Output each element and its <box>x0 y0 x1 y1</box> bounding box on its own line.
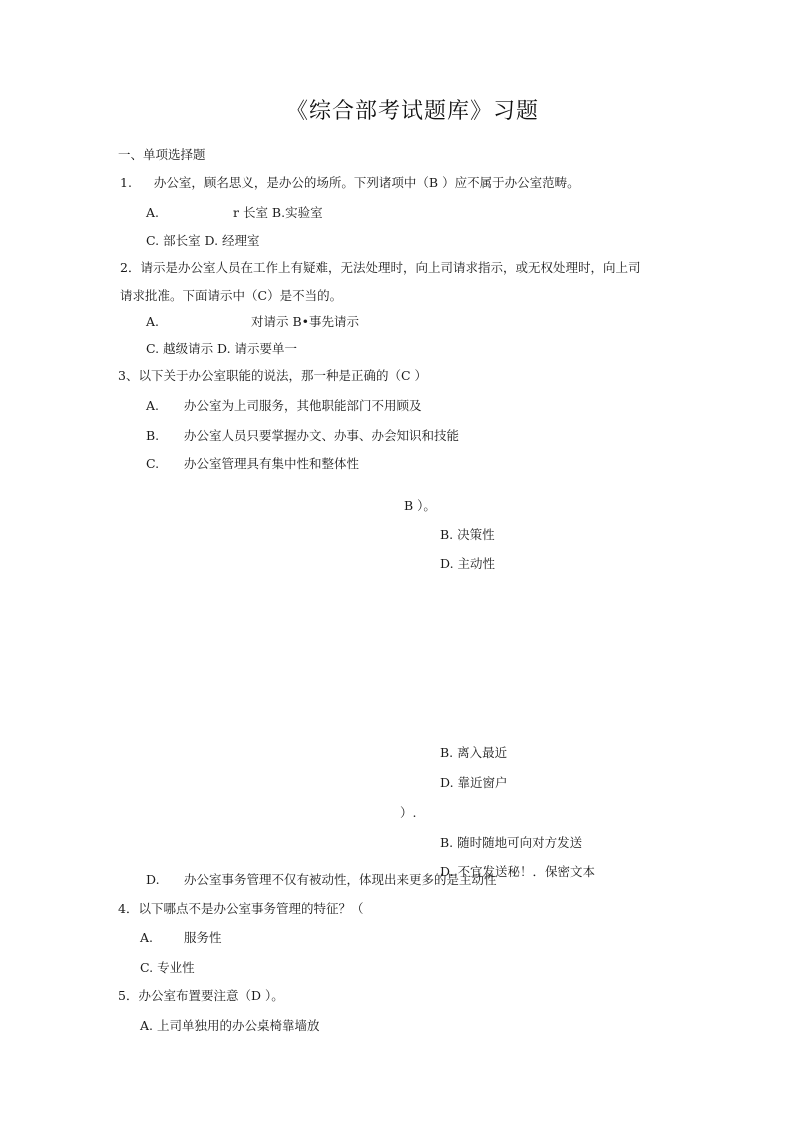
option-label: A. <box>146 398 160 413</box>
question-5-option-a: A. 上司单独用的办公桌椅靠墙放 <box>140 1018 320 1033</box>
fragment-answer-b: B ）。 <box>404 498 436 513</box>
question-1-option-c-d: C. 部长室 D. 经理室 <box>146 233 260 248</box>
option-text: 办公室为上司服务，其他职能部门不用顾及 <box>184 398 422 413</box>
question-4-text: 4．以下哪点不是办公室事务管理的特征？（ <box>118 901 364 916</box>
question-3-option-d <box>146 874 497 887</box>
question-2-option-c-d: C. 越级请示 D. 请示要单一 <box>146 341 298 356</box>
question-3-option-b <box>146 430 459 443</box>
question-2-line-2: 请求批准。下面请示中（C）是不当的。 <box>120 288 343 303</box>
question-1 <box>120 177 580 190</box>
option-label: B. <box>146 428 160 443</box>
question-1-number: 1. <box>120 175 132 190</box>
section-heading: 一、单项选择题 <box>118 147 206 162</box>
fragment-option-d-window: D. 靠近窗户 <box>440 775 508 790</box>
fragment-option-b-decision: B. 决策性 <box>440 527 495 542</box>
question-2-line-1: 2．请示是办公室人员在工作上有疑难，无法处理时，向上司请求指示，或无权处理时，向上司 <box>120 260 641 275</box>
question-2-option-a-b: 对请示 B•事先请示 <box>251 314 360 329</box>
fragment-option-d-cutoff: D. 不宜发送秘！．保密文本 <box>440 864 596 879</box>
option-text: 办公室人员只要掌握办文、办事、办会知识和技能 <box>184 428 460 443</box>
question-3-option-a <box>146 400 422 413</box>
question-3-text: 3、以下关于办公室职能的说法，那一种是正确的（C ） <box>118 368 427 383</box>
question-1-option-a-b: r 长室 B.实验室 <box>233 205 323 220</box>
page-title: 《综合部考试题库》习题 <box>286 99 540 124</box>
option-label: C. <box>146 456 160 471</box>
question-4-option-a <box>140 932 222 945</box>
fragment-paren: ）. <box>400 805 417 820</box>
question-2-option-a-label: A. <box>146 314 160 329</box>
option-text: 办公室事务管理不仅有被动性，体现出来更多的是主动性 <box>184 872 497 887</box>
question-1-text: 办公室，顾名思义，是办公的场所。下列诸项中（B ）应不属于办公室范畴。 <box>153 175 580 190</box>
fragment-option-b-nearest: B. 离入最近 <box>440 745 508 760</box>
option-text: 服务性 <box>184 930 222 945</box>
fragment-option-b-send: B. 随时随地可向对方发送 <box>440 835 583 850</box>
fragment-option-d-initiative: D. 主动性 <box>440 556 496 571</box>
option-label: D. <box>146 872 160 887</box>
question-3-option-c <box>146 458 359 471</box>
option-label: A. <box>140 930 154 945</box>
question-1-option-a-label: A. <box>146 205 160 220</box>
question-4-option-c: C. 专业性 <box>140 960 195 975</box>
option-text: 办公室管理具有集中性和整体性 <box>184 456 360 471</box>
question-5-text: 5．办公室布置要注意（D ）。 <box>118 988 284 1003</box>
